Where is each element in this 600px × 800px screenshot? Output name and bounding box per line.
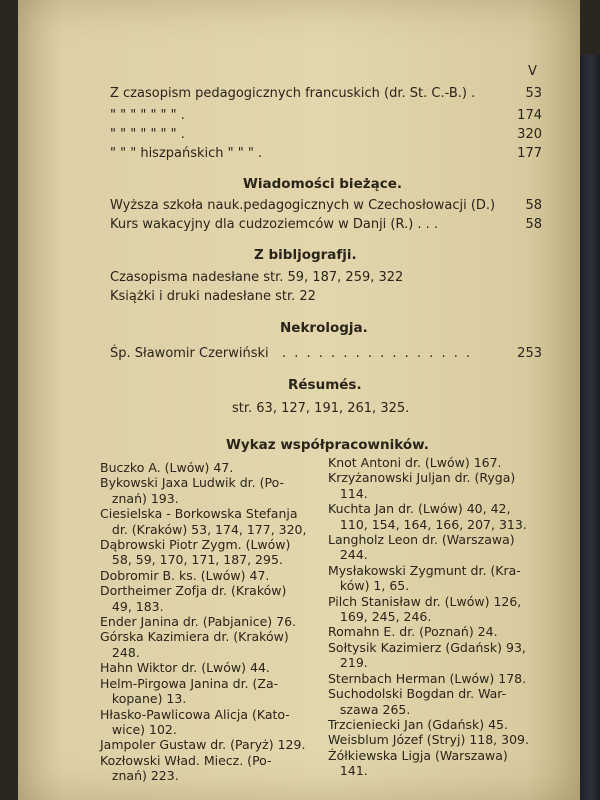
contributor-entry xyxy=(100,460,328,475)
contributor-line: Dobromir B. ks. (Lwów) 47. xyxy=(100,567,270,583)
contributor-entry xyxy=(100,707,328,738)
contributor-line: Ciesielska - Borkowska Stefanja xyxy=(100,506,298,522)
news-row-1: Wyższa szkoła nauk.pedagogicznych w Czechosłowacji (D.) 58 xyxy=(110,198,542,213)
contributor-line: Kuchta Jan dr. (Lwów) 40, 42, xyxy=(328,501,511,517)
contributor-entry xyxy=(100,676,328,707)
contributor-line: szawa 265. xyxy=(328,701,411,717)
contributor-line: Pilch Stanisław dr. (Lwów) 126, xyxy=(328,593,522,609)
resumes-pages: str. 63, 127, 191, 261, 325. xyxy=(232,401,410,416)
bibliography-row-1: Czasopisma nadesłane str. 59, 187, 259, 322 xyxy=(110,270,404,285)
contributors-right-column xyxy=(328,455,542,779)
news-heading: Wiadomości bieżące. xyxy=(243,176,402,192)
contributor-line: Ender Janina dr. (Pabjanice) 76. xyxy=(100,614,296,630)
contributor-line: Jampoler Gustaw dr. (Paryż) 129. xyxy=(100,737,306,753)
contributor-entry xyxy=(328,732,542,747)
contributor-line: dr. (Kraków) 53, 174, 177, 320, xyxy=(100,521,307,537)
contributor-entry xyxy=(100,475,328,506)
contributor-entry xyxy=(100,506,328,537)
contributor-entry xyxy=(100,737,328,752)
contributor-entry xyxy=(328,671,542,686)
contributor-line: Krzyżanowski Juljan dr. (Ryga) xyxy=(328,470,516,486)
contributor-entry xyxy=(328,748,542,779)
contributor-entry xyxy=(328,686,542,717)
book-page xyxy=(18,0,580,800)
contributor-line: Helm-Pirgowa Janina dr. (Za- xyxy=(100,675,279,691)
journal-row-2: " " " " " " " . 174 xyxy=(110,108,542,123)
contributor-entry xyxy=(328,455,542,470)
contributor-entry xyxy=(328,717,542,732)
contributor-entry xyxy=(328,640,542,671)
contributor-line: Sołtysik Kazimierz (Gdańsk) 93, xyxy=(328,639,526,655)
contributor-entry xyxy=(100,629,328,660)
contributor-line: 110, 154, 164, 166, 207, 313. xyxy=(328,516,527,532)
contributor-entry xyxy=(100,583,328,614)
contributor-line: Mysłakowski Zygmunt dr. (Kra- xyxy=(328,562,521,578)
contributor-line: znań) 193. xyxy=(100,490,179,506)
contributor-entry xyxy=(100,660,328,675)
contributor-line: Dortheimer Zofja dr. (Kraków) xyxy=(100,583,287,599)
contributor-line: wice) 102. xyxy=(100,721,177,737)
contributors-heading: Wykaz współpracowników. xyxy=(226,437,429,453)
contributor-line: Bykowski Jaxa Ludwik dr. (Po- xyxy=(100,475,284,491)
contributor-line: 244. xyxy=(328,547,368,563)
contributor-line: Romahn E. dr. (Poznań) 24. xyxy=(328,624,498,640)
contributor-line: 248. xyxy=(100,644,140,660)
contributor-line: Żółkiewska Ligja (Warszawa) xyxy=(328,747,508,763)
contributor-entry xyxy=(100,614,328,629)
contributor-line: Langholz Leon dr. (Warszawa) xyxy=(328,532,515,548)
contributor-line: Trzcieniecki Jan (Gdańsk) 45. xyxy=(328,716,508,732)
contributor-line: 169, 245, 246. xyxy=(328,609,432,625)
contributor-line: Hłasko-Pawlicowa Alicja (Kato- xyxy=(100,706,290,722)
contributor-entry xyxy=(100,753,328,784)
contributor-line: Hahn Wiktor dr. (Lwów) 44. xyxy=(100,660,270,676)
contributor-line: 58, 59, 170, 171, 187, 295. xyxy=(100,552,283,568)
contributor-line: Kozłowski Wład. Miecz. (Po- xyxy=(100,752,272,768)
contributor-line: kopane) 13. xyxy=(100,691,187,707)
contributor-entry xyxy=(100,537,328,568)
contributor-line: ków) 1, 65. xyxy=(328,578,410,594)
journal-row-4: " " " hiszpańskich " " " . 177 xyxy=(110,146,542,161)
contributor-line: 49, 183. xyxy=(100,598,164,614)
contributor-entry xyxy=(328,532,542,563)
contributor-line: znań) 223. xyxy=(100,768,179,784)
contributor-entry xyxy=(328,594,542,625)
contributor-entry xyxy=(328,563,542,594)
contributor-line: Knot Antoni dr. (Lwów) 167. xyxy=(328,455,502,470)
contributor-line: 141. xyxy=(328,763,368,779)
contributor-line: Weisblum Józef (Stryj) 118, 309. xyxy=(328,732,529,748)
journal-row-1: Z czasopism pedagogicznych francuskich (dr. St. C.-B.) . 53 xyxy=(110,86,542,101)
contributor-line: Buczko A. (Lwów) 47. xyxy=(100,460,234,475)
contributor-line: Górska Kazimiera dr. (Kraków) xyxy=(100,629,289,645)
contributor-entry xyxy=(328,501,542,532)
book-spine xyxy=(578,55,600,800)
obituary-row: Śp. Sławomir Czerwiński . . . . . . . . . . . . . . . . 253 xyxy=(110,346,542,361)
contributors-left-column xyxy=(100,460,328,784)
obituary-heading: Nekrologja. xyxy=(280,320,368,336)
news-row-2: Kurs wakacyjny dla cudzoziemców w Danji (R.) . . . 58 xyxy=(110,217,542,232)
contributor-entry xyxy=(328,470,542,501)
contributor-entry xyxy=(328,624,542,639)
resumes-heading: Résumés. xyxy=(288,377,362,393)
contributor-line: 114. xyxy=(328,485,368,501)
journal-row-3: " " " " " " " . 320 xyxy=(110,127,542,142)
contributor-entry xyxy=(100,568,328,583)
contributor-line: Suchodolski Bogdan dr. War- xyxy=(328,686,507,702)
bibliography-row-2: Książki i druki nadesłane str. 22 xyxy=(110,289,316,304)
bibliography-heading: Z bibljografji. xyxy=(254,247,357,263)
contributor-line: 219. xyxy=(328,655,368,671)
contributor-line: Dąbrowski Piotr Zygm. (Lwów) xyxy=(100,537,291,553)
contributor-line: Sternbach Herman (Lwów) 178. xyxy=(328,670,527,686)
page-number: V xyxy=(528,64,537,79)
